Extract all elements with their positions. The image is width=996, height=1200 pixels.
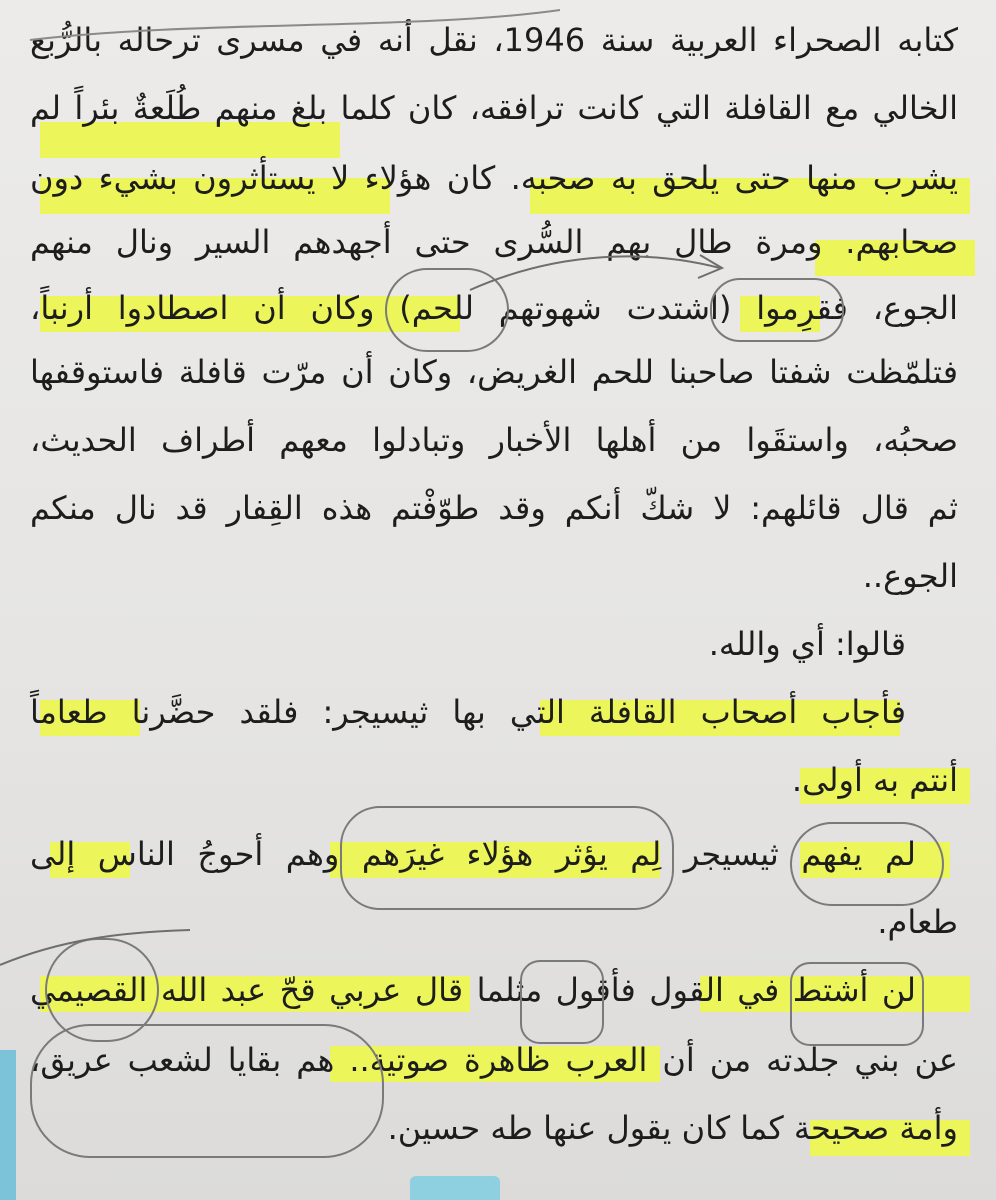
text-line: كتابه الصحراء العربية سنة 1946، نقل أنه في مسرى ترحاله بالرُّبع [30, 21, 958, 59]
bookmark-tab [0, 1050, 16, 1200]
text-line: الجوع، فقرِموا (اشتدت شهوتهم للحم) وكان أن اصطادوا أرنباً، [30, 289, 958, 327]
text-line: عن بني جلدته من أن العرب ظاهرة صوتية.. هم بقايا لشعب عريق، [30, 1041, 958, 1079]
bookmark-tab [410, 1176, 500, 1200]
text-line: طعام. [877, 903, 958, 941]
text-line: فأجاب أصحاب القافلة التي بها ثيسيجر: فلقد حضَّرنا طعاماً [30, 693, 906, 731]
text-line: الجوع.. [862, 557, 958, 595]
text-line: يشرب منها حتى يلحق به صحبه. كان هؤلاء لا يستأثرون بشيء دون [30, 159, 958, 197]
text-line: ثم قال قائلهم: لا شكّ أنكم وقد طوّفْتم هذه القِفار قد نال منكم [30, 489, 958, 527]
text-line: وأمة صحيحة كما كان يقول عنها طه حسين. [387, 1109, 958, 1147]
text-line: قالوا: أي والله. [708, 625, 906, 663]
text-line: أنتم به أولى. [791, 761, 958, 799]
text-line: فتلمّظت شفتا صاحبنا للحم الغريض، وكان أن مرّت قافلة فاستوقفها [30, 353, 958, 391]
text-line: لم يفهم ثيسيجر لِم يؤثر هؤلاء غيرَهم وهم أحوجُ الناس إلى [30, 835, 916, 873]
text-line: الخالي مع القافلة التي كانت ترافقه، كان كلما بلغ منهم طُلَعةٌ بئراً لم [30, 89, 958, 127]
text-line: لن أشتط في القول فأقول مثلما قال عربي قحّ عبد الله القصيمي [30, 971, 916, 1009]
text-line: صحبُه، واستقَوا من أهلها الأخبار وتبادلوا معهم أطراف الحديث، [30, 421, 958, 459]
text-line: صحابهم. ومرة طال بهم السُّرى حتى أجهدهم السير ونال منهم [30, 223, 958, 261]
